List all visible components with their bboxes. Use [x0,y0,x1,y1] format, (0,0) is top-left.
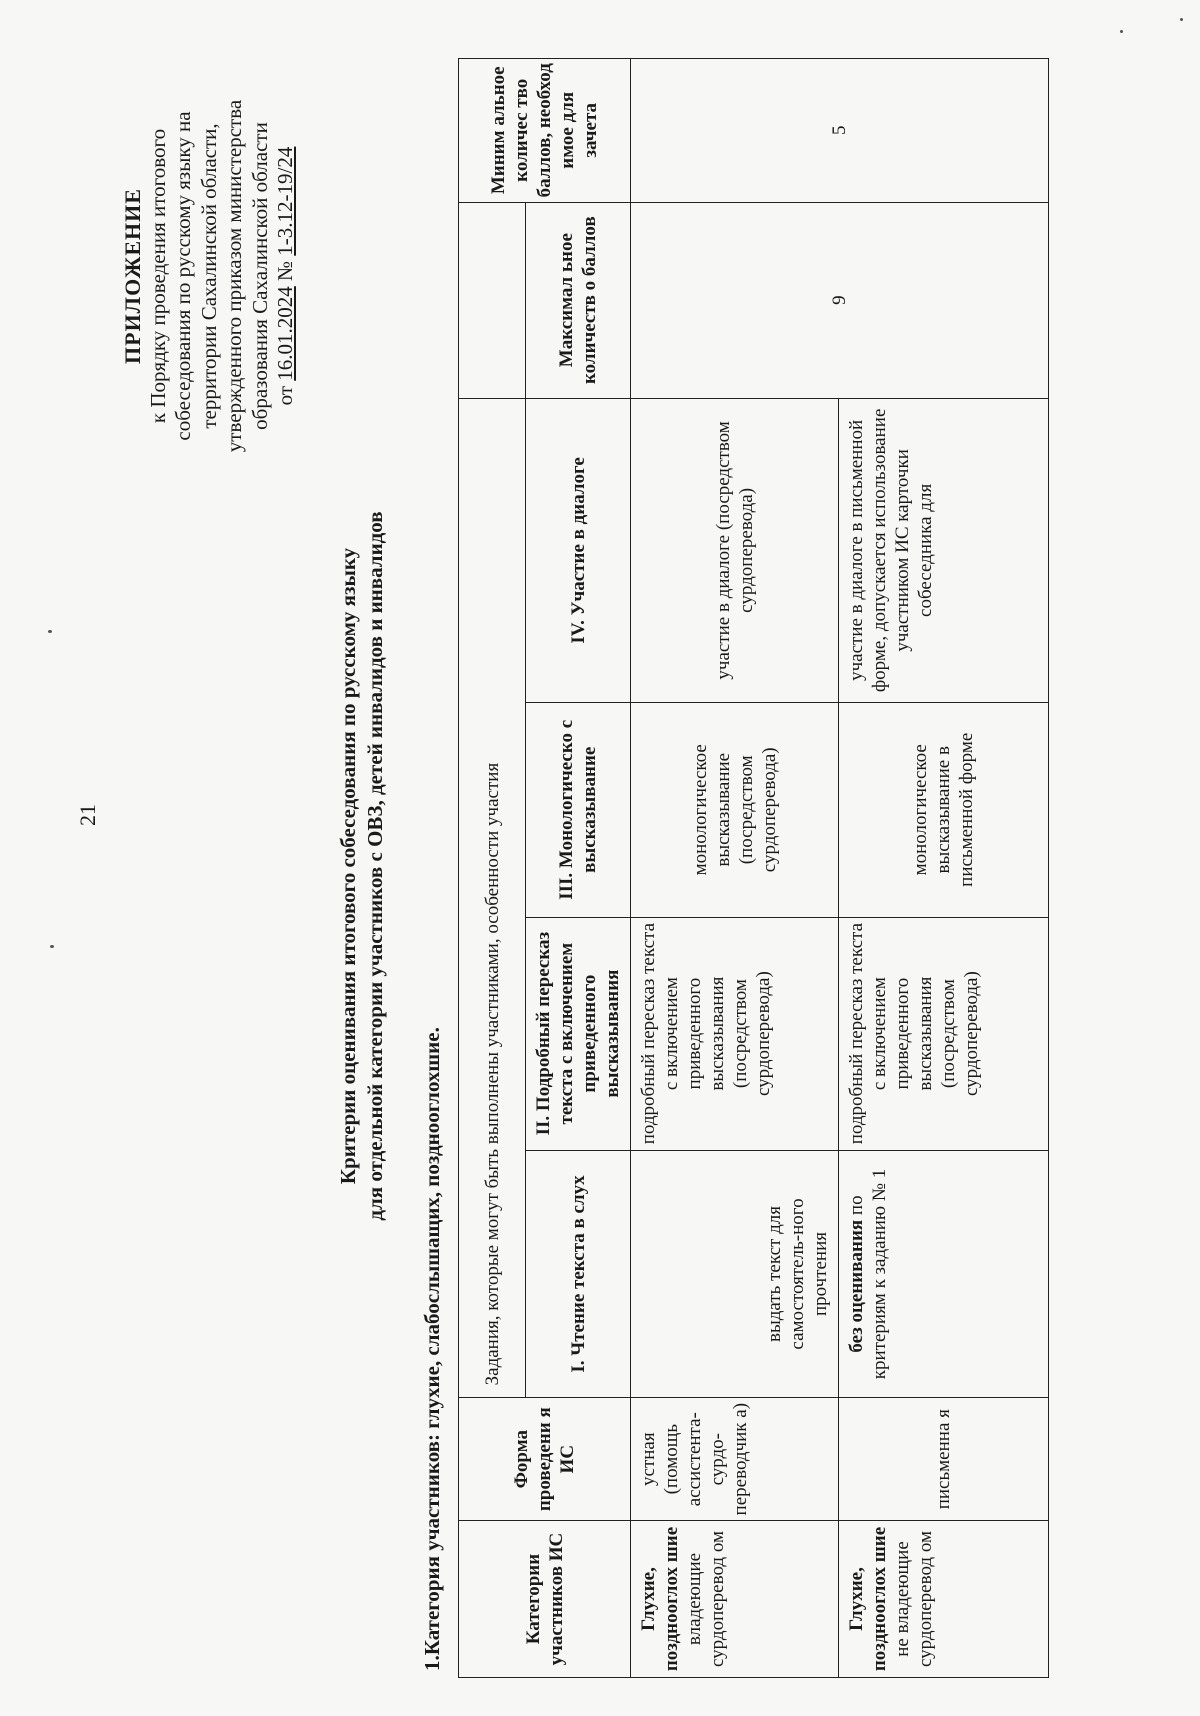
scan-speck [50,945,54,948]
task1-bold: без оценивания [846,1219,867,1353]
cell-max: 9 [631,202,1049,398]
category-bold: Глухие, позднооглох шие [638,1526,682,1672]
scan-speck [48,630,52,633]
scan-speck [1120,30,1123,33]
appendix-line: территории Сахалинской области, [196,123,221,429]
header-tasks-group: Задания, которые могут быть выполнены участниками, особенности участия [459,398,526,1398]
heading-line: Критерии оценивания итогового собеседования по русскому языку [336,547,360,1185]
header-max: Максимал ьное количеств о баллов [526,202,631,398]
cell-form: письменна я [839,1398,1049,1521]
table-row [631,59,839,1678]
appendix-title: ПРИЛОЖЕНИЕ [120,188,145,364]
header-task4: IV. Участие в диалоге [526,398,631,702]
order-number: 1-3.12-19/24 [273,146,297,256]
header-row-1 [459,59,526,1678]
header-min: Миним альное количес тво баллов, необход имое для зачета [459,59,631,203]
header-task2: II. Подробный пересказ текста с включением приведенного высказывания [526,917,631,1150]
criteria-table [458,58,1049,1678]
cell-min: 5 [631,59,1049,203]
order-number-sign: № [273,260,297,281]
cell-task4: участие в диалоге в письменной форме, допускается использование участником ИС карточки собеседника для [839,398,1049,702]
category-rest: не владеющие сурдоперевод ом [892,1531,936,1668]
appendix-order-line [273,26,299,526]
cell-task3: монологическое высказывание (посредством сурдоперевода) [631,702,839,917]
appendix-line: собеседования по русскому языку на [171,111,195,441]
header-categories: Категории участников ИС [459,1521,631,1678]
heading-line: для отдельной категории участников с ОВЗ, детей инвалидов и инвалидов [363,511,387,1221]
appendix-line: утвержденного приказом министерства [222,99,246,453]
header-max-spacer [459,202,526,398]
cell-task4: участие в диалоге (посредством сурдоперевода) [631,398,839,702]
category-bold: Глухие, позднооглох шие [846,1526,890,1672]
task1-text: по критериям к заданию № 1 [846,1168,890,1380]
cell-form: устная (помощь ассистента-сурдо-переводчик а) [631,1398,839,1521]
cell-task1 [631,1150,839,1398]
order-prefix: от [273,385,297,406]
cell-task1 [839,1150,1049,1398]
category-rest: владеющие сурдоперевод ом [684,1531,728,1668]
document-heading [335,316,389,1416]
appendix-block [120,26,299,526]
appendix-line: образования Сахалинской области [247,122,272,430]
cell-task2: подробный пересказ текста с включением приведенного высказывания (посредством сурдоперевода) [631,917,839,1150]
scan-speck [1180,18,1183,21]
cell-category [631,1521,839,1678]
task1-text: выдать текст для самостоятель-ного прочтения [764,1198,831,1350]
category-title: 1.Категория участников: глухие, слабослышащих, позднооглохшие. [420,1027,444,1671]
cell-task3: монологическое высказывание в письменной форме [839,702,1049,917]
header-task1: I. Чтение текста в слух [526,1150,631,1398]
order-date: 16.01.2024 [273,286,297,381]
cell-category [839,1521,1049,1678]
cell-task2: подробный пересказ текста с включением приведенного высказывания (посредством сурдоперевода) [839,917,1049,1150]
appendix-line: к Порядку проведения итогового [145,128,170,424]
header-task3: III. Монологическо с высказывание [526,702,631,917]
page-number: 21 [75,804,100,826]
header-form: Форма проведени я ИС [459,1398,631,1521]
